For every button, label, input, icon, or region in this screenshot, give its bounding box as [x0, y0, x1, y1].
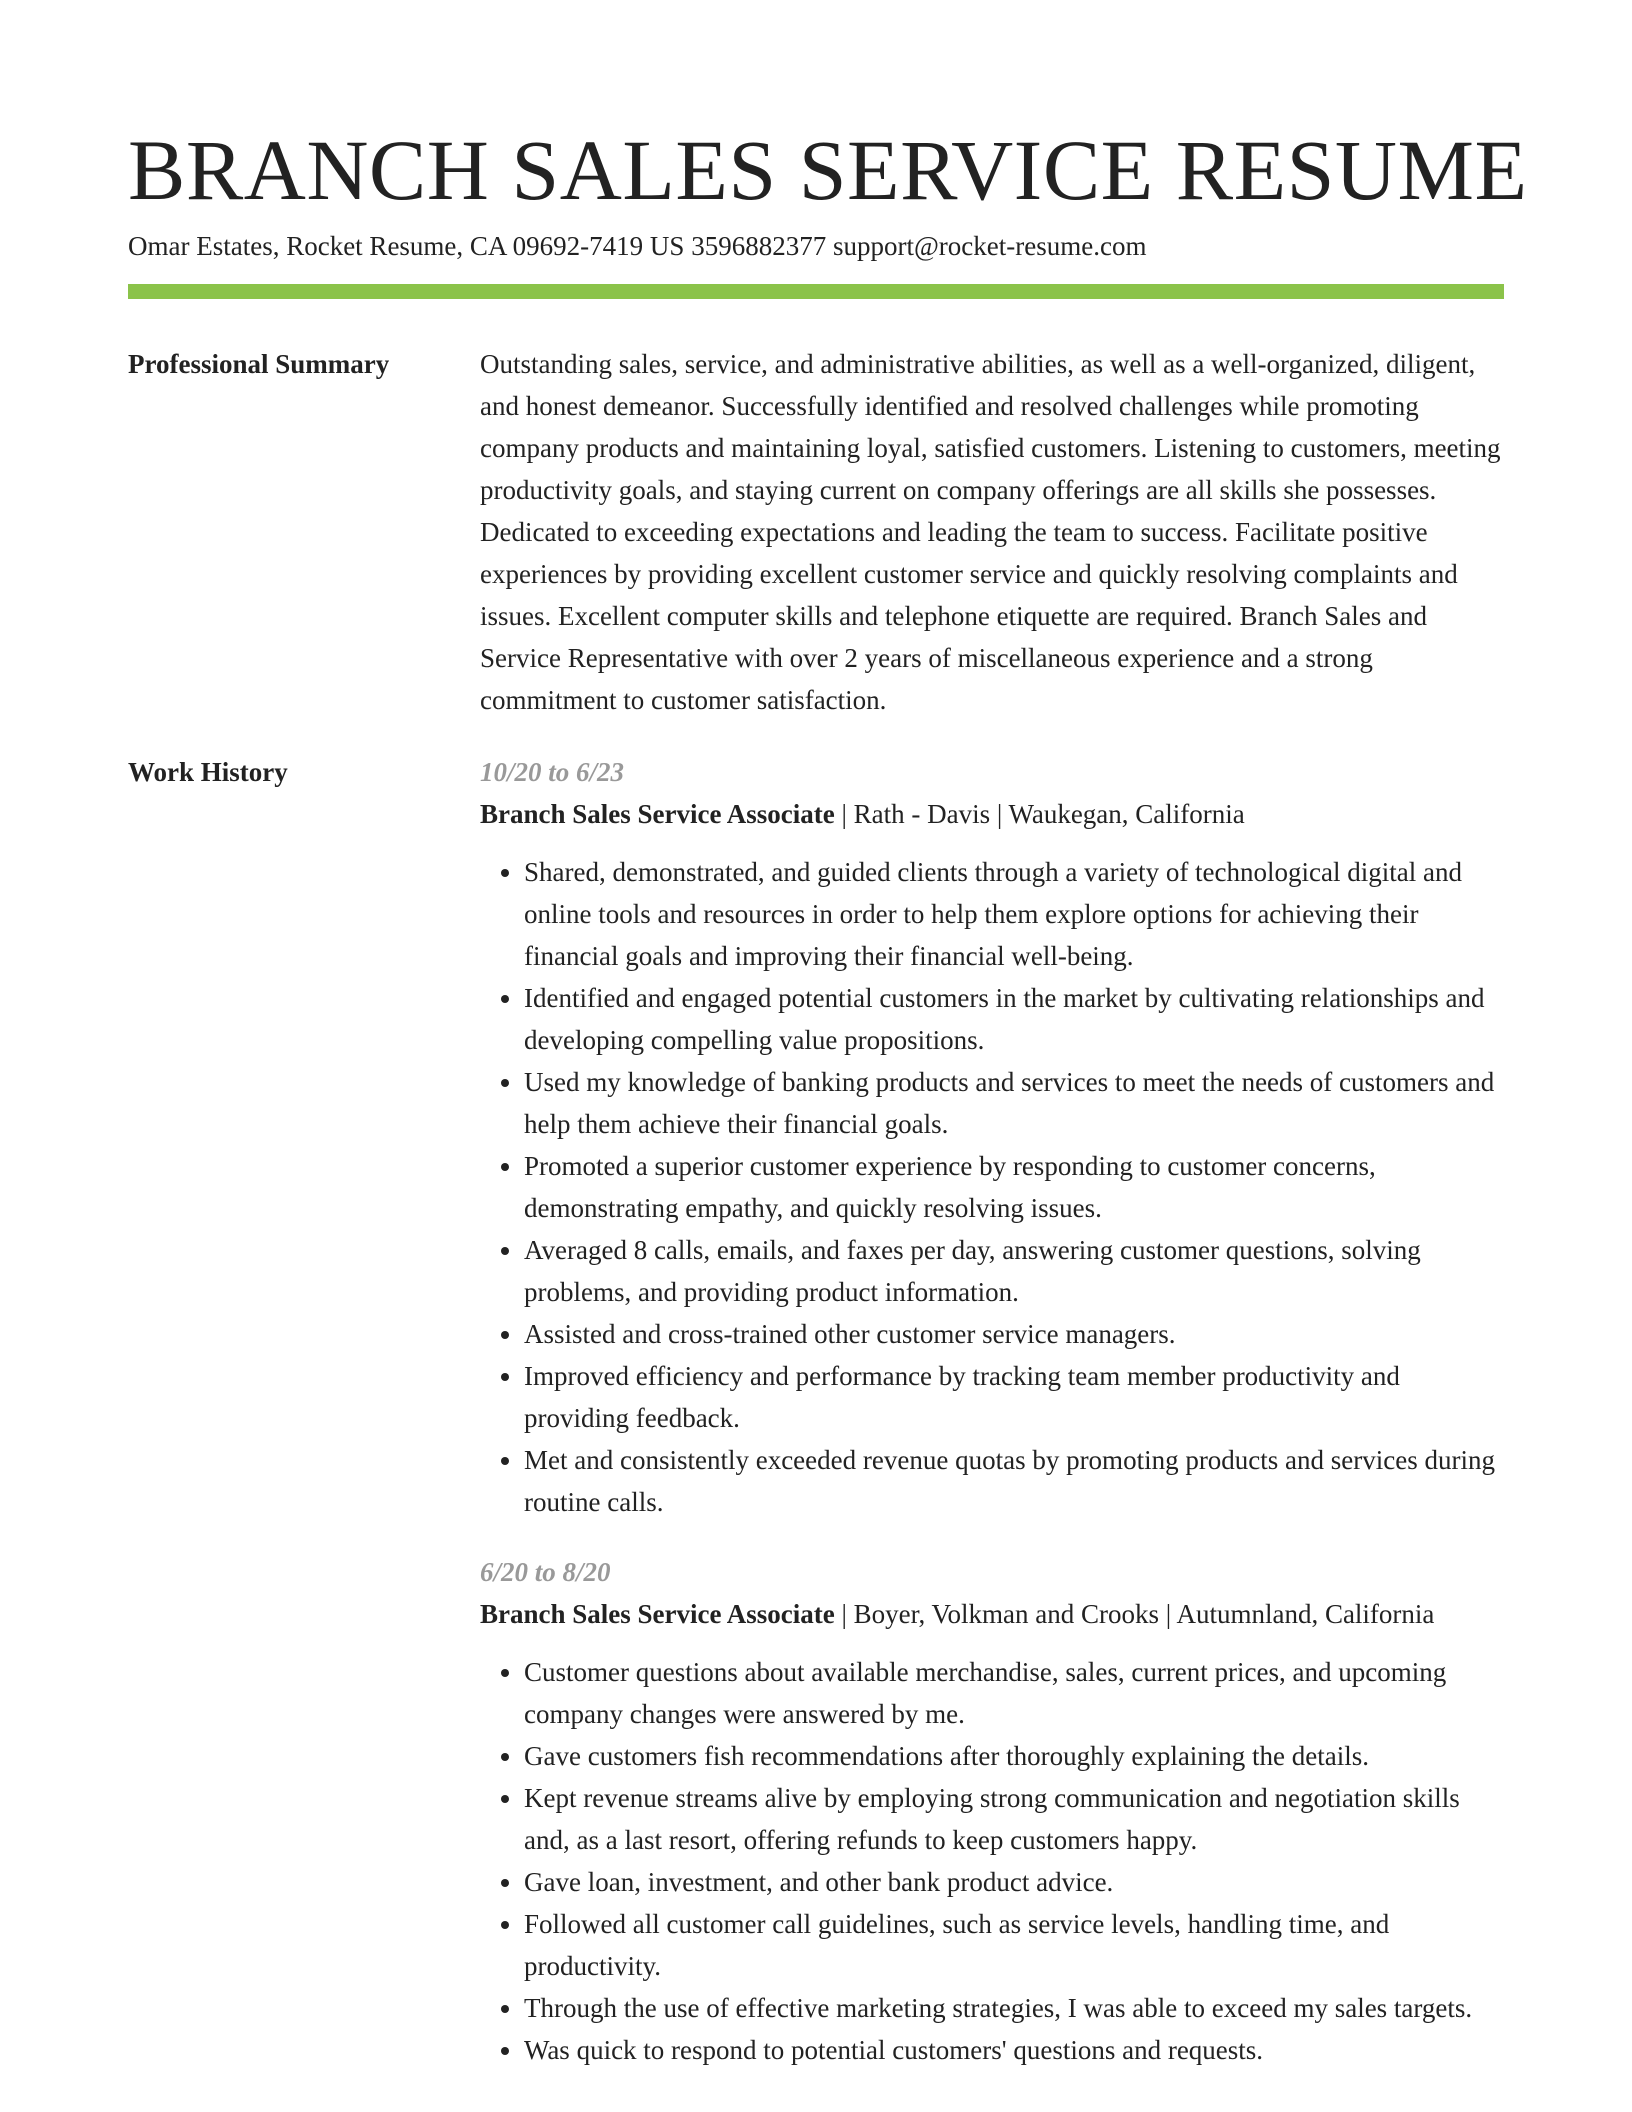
job-dates: 6/20 to 8/20: [480, 1557, 611, 1587]
job-bullet: • Shared, demonstrated, and guided clients through a variety of technological digital and online tools and resources in order to help them explore options for achieving their financial goals and improving their financial well-being.: [524, 851, 1504, 977]
section-label-professional-summary: Professional Summary: [128, 349, 390, 379]
professional-summary-section: [128, 343, 1504, 721]
job-heading: [480, 1593, 1504, 1635]
job-bullet: • Was quick to respond to potential customers' questions and requests.: [524, 2029, 1504, 2071]
job-bullet: • Met and consistently exceeded revenue quotas by promoting products and services during routine calls.: [524, 1439, 1504, 1523]
job-bullet: • Followed all customer call guidelines, such as service levels, handling time, and productivity.: [524, 1903, 1504, 1987]
job-bullet: • Improved efficiency and performance by tracking team member productivity and providing feedback.: [524, 1355, 1504, 1439]
summary-body: [480, 343, 1504, 721]
job-bullet-list: [480, 851, 1504, 1523]
accent-divider: [128, 284, 1504, 299]
job-bullet: • Customer questions about available merchandise, sales, current prices, and upcoming company changes were answered by me.: [524, 1651, 1504, 1735]
job-title: Branch Sales Service Associate: [480, 1599, 835, 1629]
work-history-body: [480, 751, 1504, 2099]
job-bullet: • Averaged 8 calls, emails, and faxes per day, answering customer questions, solving problems, and providing product information.: [524, 1229, 1504, 1313]
job-bullet: • Assisted and cross-trained other customer service managers.: [524, 1313, 1504, 1355]
job-entry: [480, 751, 1504, 1523]
job-bullet: • Gave loan, investment, and other bank product advice.: [524, 1861, 1504, 1903]
job-bullet: • Promoted a superior customer experience by responding to customer concerns, demonstrating empathy, and quickly resolving issues.: [524, 1145, 1504, 1229]
contact-info: Omar Estates, Rocket Resume, CA 09692-7419 US 3596882377 support@rocket-resume.com: [128, 231, 1147, 261]
work-history-section: [128, 751, 1504, 2099]
job-entry: [480, 1551, 1504, 2071]
job-dates: 10/20 to 6/23: [480, 757, 625, 787]
job-employer-location: | Boyer, Volkman and Crooks | Autumnland, California: [834, 1599, 1435, 1629]
job-title: Branch Sales Service Associate: [480, 799, 835, 829]
job-heading: [480, 793, 1504, 835]
job-bullet-list: [480, 1651, 1504, 2071]
summary-text: Outstanding sales, service, and administrative abilities, as well as a well-organized, diligent, and honest demeanor. Successfully identified and resolved challenges while promoting company products and maintaining loyal, satisfied customers. Listening to customers, meeting productivity goals, and staying current on company offerings are all skills she possesses. Dedicated to exceeding expectations and leading the team to success. Facilitate positive experiences by providing excellent customer service and quickly resolving complaints and issues. Excellent computer skills and telephone etiquette are required. Branch Sales and Service Representative with over 2 years of miscellaneous experience and a strong commitment to customer satisfaction.: [480, 349, 1501, 715]
job-bullet: • Identified and engaged potential customers in the market by cultivating relationships and developing compelling value propositions.: [524, 977, 1504, 1061]
resume-title: BRANCH SALES SERVICE RESUME: [128, 122, 1528, 218]
section-label-work-history: Work History: [128, 757, 288, 787]
job-bullet: • Through the use of effective marketing strategies, I was able to exceed my sales targets.: [524, 1987, 1504, 2029]
job-employer-location: | Rath - Davis | Waukegan, California: [834, 799, 1245, 829]
job-bullet: • Kept revenue streams alive by employing strong communication and negotiation skills and, as a last resort, offering refunds to keep customers happy.: [524, 1777, 1504, 1861]
resume-page: [128, 118, 1528, 2099]
job-bullet: • Used my knowledge of banking products and services to meet the needs of customers and help them achieve their financial goals.: [524, 1061, 1504, 1145]
job-bullet: • Gave customers fish recommendations after thoroughly explaining the details.: [524, 1735, 1504, 1777]
